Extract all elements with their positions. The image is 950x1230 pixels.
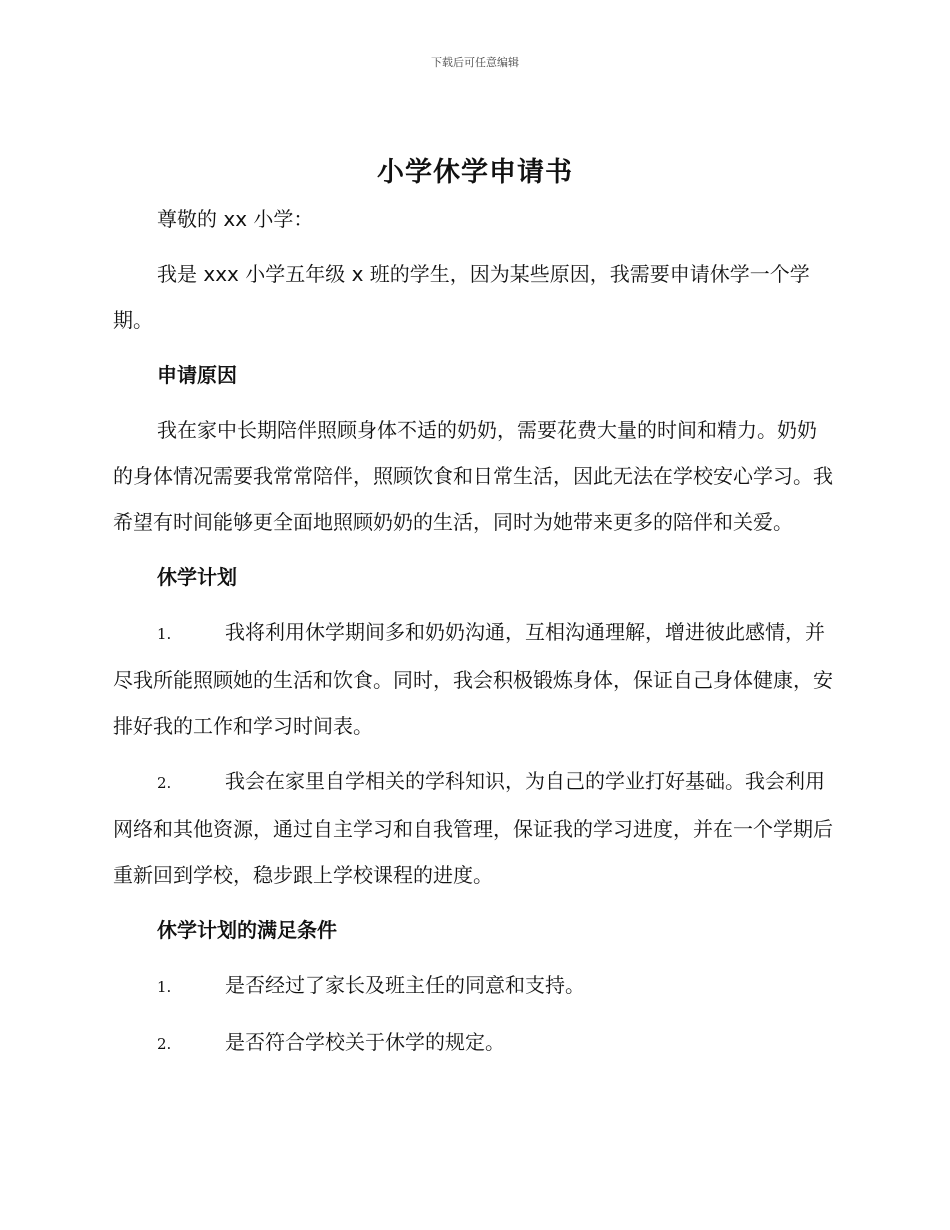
document-body bbox=[113, 196, 833, 1076]
list-item-text: 我会在家里自学相关的学科知识，为自己的学业打好基础。我会利用网络和其他资源，通过自主学习和自我管理，保证我的学习进度，并在一个学期后重新回到学校，稳步跟上学校课程的进度。 bbox=[113, 769, 833, 887]
list-number: 2. bbox=[157, 1035, 172, 1053]
section-heading-plan: 休学计划 bbox=[157, 565, 237, 589]
plan-list-item bbox=[113, 609, 833, 749]
list-item-text: 我将利用休学期间多和奶奶沟通，互相沟通理解，增进彼此感情，并尽我所能照顾她的生活和饮食。同时，我会积极锻炼身体，保证自己身体健康，安排好我的工作和学习时间表。 bbox=[113, 620, 833, 738]
condition-list-item bbox=[113, 1019, 833, 1067]
list-item-text: 是否符合学校关于休学的规定。 bbox=[225, 1030, 505, 1054]
section-heading-conditions: 休学计划的满足条件 bbox=[157, 918, 337, 942]
intro-paragraph: 我是 xxx 小学五年级 x 班的学生，因为某些原因，我需要申请休学一个学期。 bbox=[113, 262, 810, 332]
section-heading-reason: 申请原因 bbox=[157, 363, 237, 387]
condition-list-item bbox=[113, 962, 833, 1010]
document-title: 小学休学申请书 bbox=[377, 157, 573, 188]
plan-list-item bbox=[113, 758, 833, 898]
list-number: 2. bbox=[157, 774, 172, 792]
greeting: 尊敬的 xx 小学： bbox=[157, 207, 314, 231]
list-number: 1. bbox=[157, 978, 172, 996]
list-number: 1. bbox=[157, 625, 172, 643]
list-item-text: 是否经过了家长及班主任的同意和支持。 bbox=[225, 973, 585, 997]
reason-paragraph: 我在家中长期陪伴照顾身体不适的奶奶，需要花费大量的时间和精力。奶奶的身体情况需要我常常陪伴，照顾饮食和日常生活，因此无法在学校安心学习。我希望有时间能够更全面地照顾奶奶的生活，同时为她带来更多的陪伴和关爱。 bbox=[113, 418, 833, 534]
page-header-note: 下载后可任意编辑 bbox=[431, 56, 519, 69]
